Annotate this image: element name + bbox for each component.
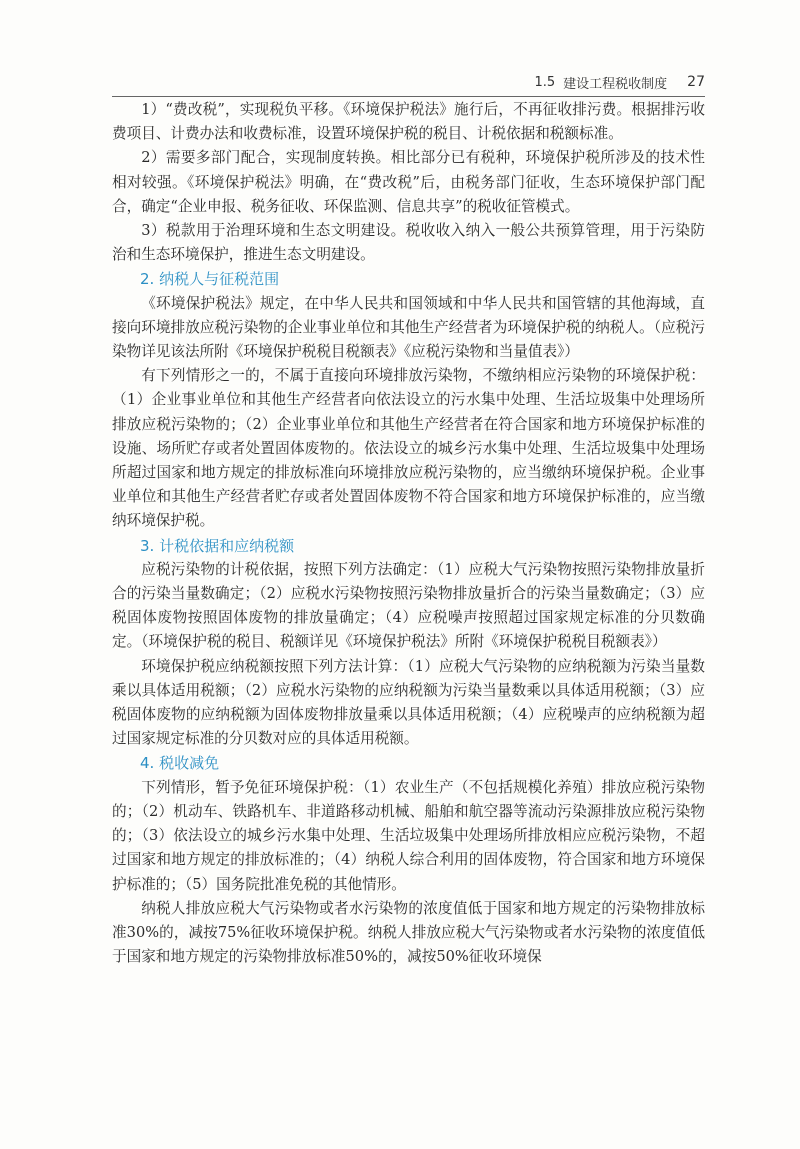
body-paragraph: 《环境保护税法》规定，在中华人民共和国领域和中华人民共和国管辖的其他海域，直接向环境排放应税污染物的企业事业单位和其他生产经营者为环境保护税的纳税人。（应税污染物详见该法所附《环境保护税税目税额表》《应税污染物和当量值表》）: [112, 294, 705, 361]
page-body: [112, 98, 705, 969]
section-title: 建设工程税收制度: [563, 76, 668, 92]
section-heading: 4. 税收减免: [140, 754, 220, 773]
body-paragraph: 有下列情形之一的，不属于直接向环境排放污染物，不缴纳相应污染物的环境保护税：（1）企业事业单位和其他生产经营者向依法设立的污水集中处理、生活垃圾集中处理场所排放应税污染物的；（2）企业事业单位和其他生产经营者在符合国家和地方环境保护标准的设施、场所贮存或者处置固体废物的。依法设立的城乡污水集中处理、生活垃圾集中处理场所超过国家和地方规定的排放标准向环境排放应税污染物的，应当缴纳环境保护税。企业事业单位和其他生产经营者贮存或者处置固体废物不符合国家和地方环境保护标准的，应当缴纳环境保护税。: [112, 367, 705, 530]
section-heading: 2. 纳税人与征税范围: [140, 270, 280, 289]
body-paragraph: 1）“费改税”，实现税负平移。《环境保护税法》施行后，不再征收排污费。根据排污收费项目、计费办法和收费标准，设置环境保护税的税目、计税依据和税额标准。: [112, 101, 705, 143]
page-number: 27: [687, 74, 705, 90]
body-paragraph: 纳税人排放应税大气污染物或者水污染物的浓度值低于国家和地方规定的污染物排放标准30%的，减按75%征收环境保护税。纳税人排放应税大气污染物或者水污染物的浓度值低于国家和地方规定的污染物排放标准50%的，减按50%征收环境保: [112, 899, 705, 966]
running-header: [112, 70, 705, 94]
body-paragraph: 3）税款用于治理环境和生态文明建设。税收收入纳入一般公共预算管理，用于污染防治和生态环境保护，推进生态文明建设。: [112, 222, 705, 264]
header-rule: [112, 96, 705, 97]
section-number: 1.5: [534, 74, 556, 90]
body-paragraph: 下列情形，暂予免征环境保护税：（1）农业生产（不包括规模化养殖）排放应税污染物的；（2）机动车、铁路机车、非道路移动机械、船舶和航空器等流动污染源排放应税污染物的；（3）依法设立的城乡污水集中处理、生活垃圾集中处理场所排放相应应税污染物，不超过国家和地方规定的排放标准的；（4）纳税人综合利用的固体废物，符合国家和地方环境保护标准的；（5）国务院批准免税的其他情形。: [112, 778, 705, 893]
body-paragraph: 2）需要多部门配合，实现制度转换。相比部分已有税种，环境保护税所涉及的技术性相对较强。《环境保护税法》明确，在“费改税”后，由税务部门征收，生态环境保护部门配合，确定“企业申报、税务征收、环保监测、信息共享”的税收征管模式。: [112, 149, 705, 215]
body-paragraph: 环境保护税应纳税额按照下列方法计算：（1）应税大气污染物的应纳税额为污染当量数乘以具体适用税额；（2）应税水污染物的应纳税额为污染当量数乘以具体适用税额；（3）应税固体废物的应纳税额为固体废物排放量乘以具体适用税额；（4）应税噪声的应纳税额为超过国家规定标准的分贝数对应的具体适用税额。: [112, 657, 705, 748]
section-heading: 3. 计税依据和应纳税额: [140, 536, 295, 555]
body-paragraph: 应税污染物的计税依据，按照下列方法确定：（1）应税大气污染物按照污染物排放量折合的污染当量数确定；（2）应税水污染物按照污染物排放量折合的污染当量数确定；（3）应税固体废物按照固体废物的排放量确定；（4）应税噪声按照超过国家规定标准的分贝数确定。（环境保护税的税目、税额详见《环境保护税法》所附《环境保护税税目税额表》）: [112, 560, 705, 651]
